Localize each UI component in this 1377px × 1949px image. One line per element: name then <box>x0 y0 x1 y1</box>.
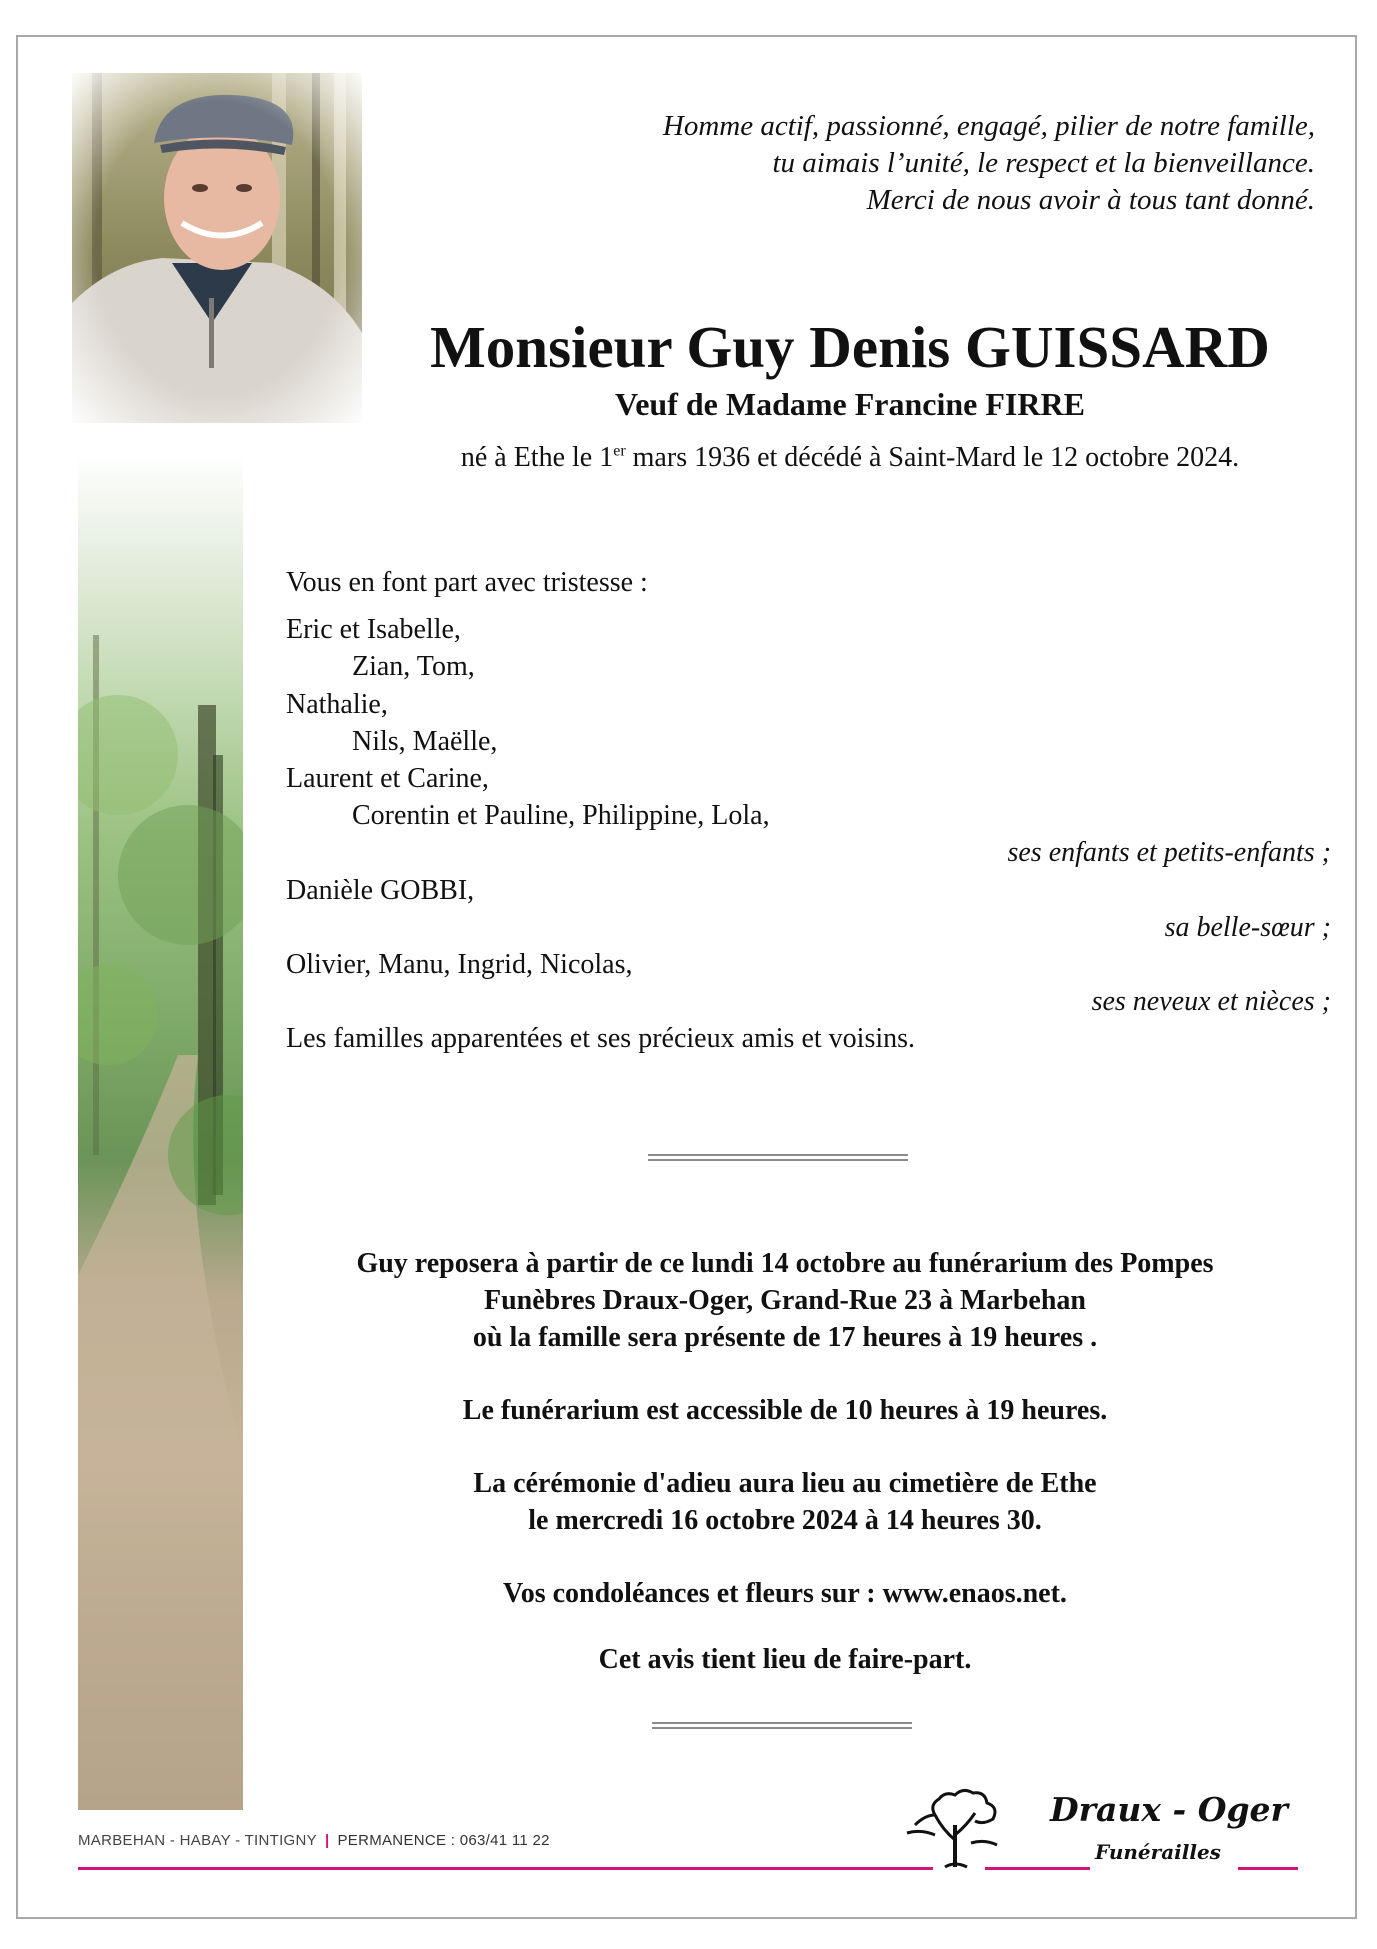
forest-path-image <box>78 455 243 1810</box>
condolences-line: Vos condoléances et fleurs sur : www.enaos.net. <box>503 1578 1067 1609</box>
ceremony-line: La cérémonie d'adieu aura lieu au cimetière de Ethe <box>473 1468 1097 1499</box>
epigraph-line: Merci de nous avoir à tous tant donné. <box>866 184 1315 216</box>
family-intro: Vous en font part avec tristesse : <box>286 567 648 598</box>
brand-tagline: Funérailles <box>1095 1840 1221 1864</box>
family-line: Danièle GOBBI, <box>286 874 475 906</box>
widow-of: Veuf de Madame Francine FIRRE <box>615 386 1085 422</box>
brand-name: Draux - Oger <box>1050 1790 1288 1829</box>
epigraph-line: Homme actif, passionné, engagé, pilier de notre famille, <box>662 110 1315 142</box>
access-hours: Le funérarium est accessible de 10 heures à 19 heures. <box>462 1395 1108 1426</box>
family-line: Olivier, Manu, Ingrid, Nicolas, <box>286 949 633 981</box>
family-line: Eric et Isabelle, <box>286 614 461 646</box>
funeral-info <box>250 1245 1320 1678</box>
ceremony-line: le mercredi 16 octobre 2024 à 14 heures 30. <box>528 1505 1042 1536</box>
footer-accent-line <box>78 1867 933 1870</box>
footer-accent-line <box>1238 1867 1298 1870</box>
visitation-line: Funèbres Draux-Oger, Grand-Rue 23 à Marbehan <box>484 1285 1086 1316</box>
family-line: Laurent et Carine, <box>286 763 489 795</box>
notice-line: Cet avis tient lieu de faire-part. <box>598 1644 972 1675</box>
family-line: Zian, Tom, <box>352 651 475 683</box>
divider <box>652 1722 912 1729</box>
family-line: Les familles apparentées et ses précieux amis et voisins. <box>286 1023 916 1055</box>
footer-permanence: PERMANENCE : 063/41 11 22 <box>337 1832 550 1849</box>
family-line: Nils, Maëlle, <box>352 725 498 757</box>
family-relation: ses neveux et nièces ; <box>1091 986 1331 1018</box>
footer-locations: MARBEHAN - HABAY - TINTIGNY <box>78 1832 317 1849</box>
family-relation: sa belle-sœur ; <box>1164 911 1331 943</box>
footer-contact <box>78 1832 550 1849</box>
birth-suffix: mars 1936 et décédé à Saint-Mard le 12 octobre 2024. <box>625 442 1240 473</box>
tree-logo-icon <box>905 1785 1005 1870</box>
family-relation: ses enfants et petits-enfants ; <box>1007 837 1331 869</box>
divider <box>648 1154 908 1161</box>
birth-death-line <box>340 440 1360 476</box>
epigraph-line: tu aimais l’unité, le respect et la bienveillance. <box>772 147 1315 179</box>
birth-prefix: né à Ethe le 1 <box>460 442 614 473</box>
visitation-line: Guy reposera à partir de ce lundi 14 octobre au funérarium des Pompes <box>356 1248 1214 1279</box>
visitation-line: où la famille sera présente de 17 heures à 19 heures . <box>472 1322 1098 1353</box>
deceased-name: Monsieur Guy Denis GUISSARD <box>430 314 1270 380</box>
footer-separator: | <box>324 1832 330 1849</box>
family-line: Corentin et Pauline, Philippine, Lola, <box>352 800 770 832</box>
epigraph <box>515 108 1315 219</box>
family-line: Nathalie, <box>286 688 388 720</box>
birth-superscript: er <box>613 442 626 460</box>
family-list <box>286 564 1331 1058</box>
portrait-photo <box>72 73 362 423</box>
